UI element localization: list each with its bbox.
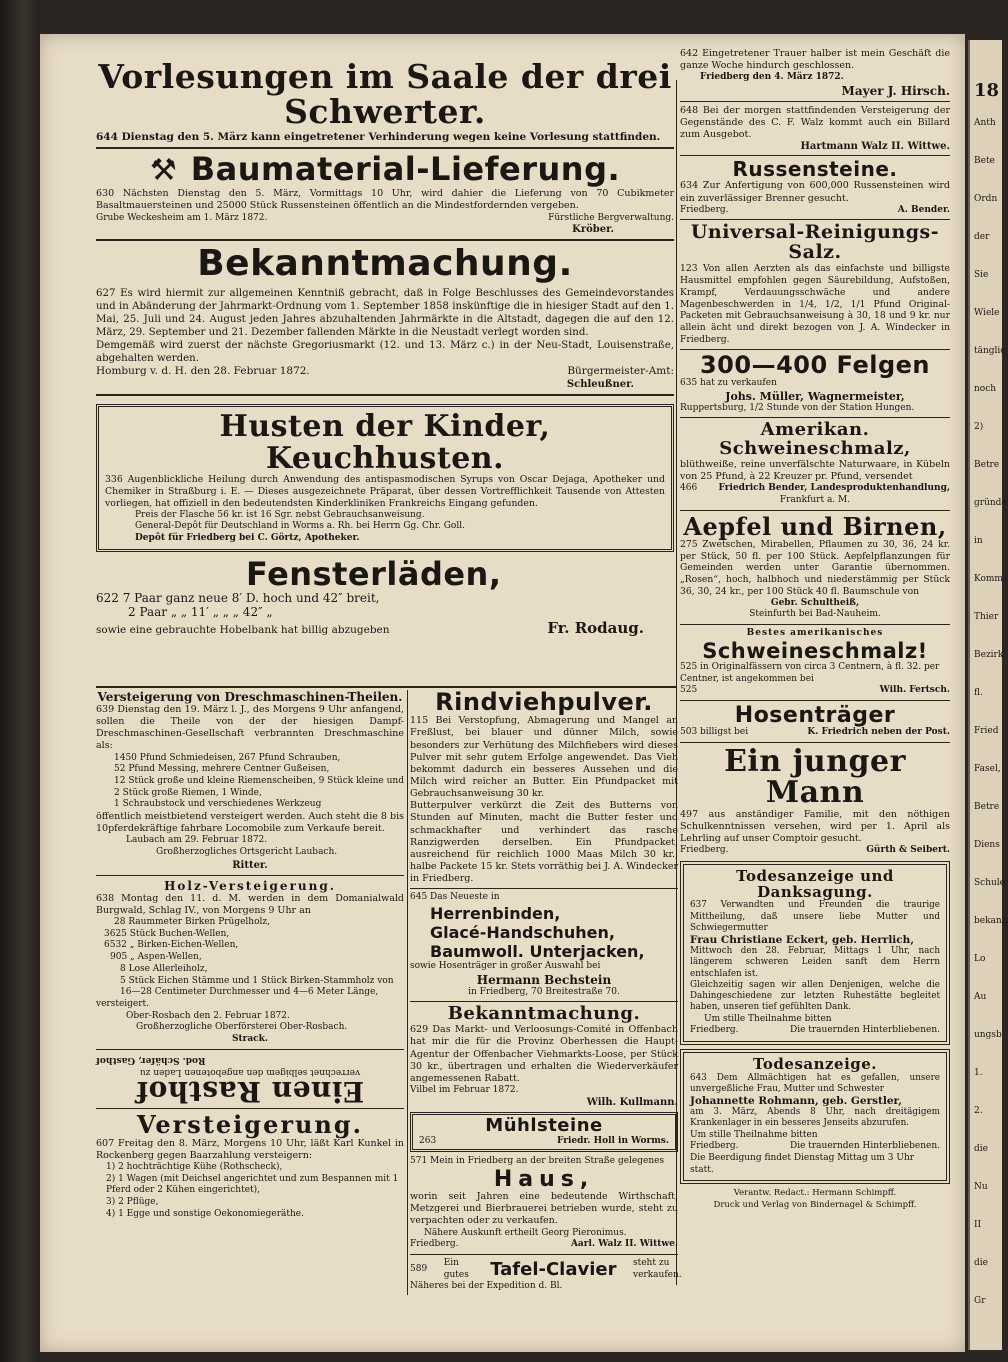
ad-title: Versteigerung. <box>136 1110 364 1140</box>
divider <box>680 417 950 418</box>
adjacent-page-fragment: 2. <box>974 1106 983 1116</box>
ad-number: 589 <box>410 1263 428 1274</box>
ad-text: 648 Bei der morgen stattfindenden Versteigerung der Gegenstände des C. F. Walz kommt auch ein Billard zum Ausgebot. <box>680 105 950 141</box>
ad-text-4: Die Beerdigung findet Dienstag Mittag um 3 Uhr statt. <box>690 1153 915 1175</box>
ad-muehlsteine <box>410 1112 678 1153</box>
ad-item: 1450 Pfund Schmiedeisen, 267 Pfund Schrauben, <box>114 752 341 763</box>
adjacent-page-fragment: Betre <box>974 460 1000 470</box>
ad-fensterlaeden <box>96 554 674 638</box>
ad-vorlesungen <box>96 57 674 144</box>
ad-title: Bekanntmachung. <box>197 243 573 285</box>
footer-printer: Druck und Verlag von Bindernagel & Schimpff. <box>713 1199 917 1210</box>
ad-place: Friedberg. <box>680 845 729 856</box>
ad-signature: Die trauernden Hinterbliebenen. <box>789 1025 940 1036</box>
ad-title: Fensterläden, <box>246 554 502 593</box>
column-rule <box>407 690 408 1295</box>
ad-todesanzeige-danksagung <box>680 861 950 1045</box>
ad-title: Bekanntmachung. <box>447 1003 641 1025</box>
ad-text-3: Gleichzeitig sagen wir allen Denjenigen, welche die Dahingeschiedene zur letzten Ruhestätte begleitet haben, unseren tief gefühlten Dank. <box>690 979 940 1013</box>
ad-line-0: 645 Das Neueste in <box>410 892 500 903</box>
adjacent-page-fragment: Gr <box>974 1296 986 1306</box>
adjacent-page-fragment: Fasel, <box>974 764 1001 774</box>
ad-number: 525 <box>680 685 698 696</box>
divider <box>680 349 950 350</box>
ad-hosentraeger <box>680 704 950 739</box>
ad-trauer <box>680 48 950 98</box>
adjacent-page-fragment: die <box>974 1144 988 1154</box>
ad-baumaterial <box>96 150 674 236</box>
ad-signature: Bürgermeister-Amt: <box>567 365 674 378</box>
ad-reinigungs-salz <box>680 223 950 345</box>
ad-place: Friedberg. <box>680 204 729 215</box>
divider <box>96 1049 404 1050</box>
ad-title: Baumaterial-Lieferung. <box>190 150 621 189</box>
ad-text: blüthweiße, reine unverfälschte Naturwaare, in Kübeln von 25 Pfund, à 22 Kreuzer pr. Pfund, versendet <box>680 459 950 483</box>
adjacent-page-fragment: gründe <box>974 498 1007 508</box>
adjacent-page-fragment: Ordn <box>974 194 998 204</box>
ad-line-1: Preis der Flasche 56 kr. ist 16 Sgr. nebst Gebrauchsanweisung. <box>135 509 425 520</box>
ad-haus <box>410 1156 678 1251</box>
ad-title: Husten der Kinder, Keuchhusten. <box>219 409 551 476</box>
ad-line-5: Hermann Bechstein <box>476 972 612 987</box>
adjacent-page-fragment: ungsb <box>974 1030 1002 1040</box>
adjacent-page-fragment: Anth <box>974 118 996 128</box>
ad-place: Grube Weckesheim am 1. März 1872. <box>96 212 268 223</box>
ad-text-3: Um stille Theilnahme bitten <box>690 1129 818 1140</box>
ad-text: 630 Nächsten Dienstag den 5. März, Vormittags 10 Uhr, wird dahier die Lieferung von 70 Cubikmeter Basaltmauersteinen und 25000 Stück Russensteinen öffentlich an die Mindestfordernden vergeben. <box>96 188 674 212</box>
ad-signature: Friedr. Holl in Worms. <box>556 1135 669 1146</box>
ad-line-1: Rod. Schäfer, Gasthof <box>96 1054 206 1065</box>
ad-item: 28 Raummeter Birken Prügelholz, <box>114 917 271 928</box>
divider <box>96 147 674 149</box>
ad-title: Todesanzeige und Danksagung. <box>736 866 894 901</box>
divider <box>410 1254 678 1255</box>
ad-line-1: Ein gutes <box>443 1258 469 1280</box>
ad-signature: Fr. Rodaug. <box>547 619 644 638</box>
ad-place: Steinfurth bei Bad-Nauheim. <box>749 609 881 620</box>
book-spine <box>0 0 40 1362</box>
ad-text-2: am 3. März, Abends 8 Uhr, nach dreitägigem Krankenlager in ein besseres Jenseits abzurufen. <box>690 1107 940 1129</box>
ad-text: 637 Verwandten und Freunden die traurige Mittheilung, daß unsere liebe Mutter und Schwiegermutter <box>690 900 940 933</box>
ad-line-1: Johs. Müller, Wagnermeister, <box>725 389 905 403</box>
ad-place: Ober-Rosbach den 2. Februar 1872. <box>126 1010 290 1021</box>
ad-place: Laubach am 29. Februar 1872. <box>126 835 268 846</box>
divider <box>96 875 404 876</box>
adjacent-page-edge <box>968 40 1008 1350</box>
ad-signature: Gebr. Schultheiß, <box>770 597 860 608</box>
ad-title: Todesanzeige. <box>752 1054 878 1073</box>
ad-line-6: in Friedberg, 70 Breitestraße 70. <box>468 986 620 997</box>
ad-signature-name: Ritter. <box>232 859 268 871</box>
ad-item: 3) 2 Pflüge, <box>106 1196 159 1207</box>
adjacent-page-fragment: die <box>974 1258 988 1268</box>
ad-text: 642 Eingetretener Trauer halber ist mein Geschäft die ganze Woche hindurch geschlossen. <box>680 48 950 72</box>
adjacent-page-fragment: Schule <box>974 878 1006 888</box>
ad-signature: Hartmann Walz II. Wittwe. <box>800 141 950 153</box>
ad-title: Einen Rasthof <box>135 1074 365 1108</box>
ad-line-0: 571 Mein in Friedberg an der breiten Straße gelegenes <box>410 1156 665 1167</box>
ad-title: Amerikan. Schweineschmalz, <box>719 419 911 460</box>
divider <box>410 1001 678 1002</box>
ad-title: 300—400 Felgen <box>699 350 931 379</box>
ad-text: 644 Dienstag den 5. März kann eingetretener Verhinderung wegen keine Vorlesung stattfinden. <box>96 131 661 144</box>
ad-signature-name: Strack. <box>231 1033 269 1044</box>
ad-item: 1) 2 hochträchtige Kühe (Rothscheck), <box>106 1161 283 1172</box>
ad-rasthof-inverted <box>96 1053 404 1106</box>
ad-title: Rindviehpulver. <box>435 688 653 716</box>
ad-text-2: versteigert. <box>96 998 150 1009</box>
ad-item: 3625 Stück Buchen-Wellen, <box>104 928 230 939</box>
adjacent-page-fragment: fl. <box>974 688 983 698</box>
adjacent-page-fragment: 2) <box>974 422 984 432</box>
ad-signature-name: Kröber. <box>572 224 614 236</box>
ad-line-2: steht zu verkaufen. <box>633 1258 682 1280</box>
ad-item: 6532 „ Birken-Eichen-Wellen, <box>104 940 239 951</box>
ad-bekanntmachung <box>96 245 674 390</box>
divider <box>96 239 674 241</box>
ad-item: 5 Stück Eichen Stämme und 1 Stück Birken-Stammholz von 16—28 Centimeter Durchmesser und 4—6 Meter Länge, <box>120 975 394 998</box>
ad-text: 525 in Originalfässern von circa 3 Centnern, à fl. 32. per Centner, ist angekommen bei <box>680 661 940 684</box>
ad-line-1: 622 7 Paar ganz neue 8′ D. hoch und 42″ breit, <box>96 591 380 606</box>
ad-title: Universal-Reinigungs-Salz. <box>690 221 940 264</box>
ad-title: Ein junger Mann <box>724 743 906 811</box>
ad-text-2: Butterpulver verkürzt die Zeit des Butterns von Stunden auf Minuten, macht die Butter fester und schmackhafter und verhindert das rasche Ranzigwerden derselben. Ein Pfundpacket, ausreichend für reichlich 1000 Maas Milch 30 kr., halbe Packete 15 kr. Stets vorräthig bei J. A. Windecker in Friedberg. <box>410 800 678 885</box>
adjacent-page-fragment: Komm <box>974 574 1003 584</box>
ad-item: 8 Lose Allerleiholz, <box>120 963 208 974</box>
ad-title: Hosenträger <box>734 702 896 728</box>
ad-line-2: 2 Paar „ „ 11′ „ „ „ 42″ „ <box>128 605 273 620</box>
ad-line-0: 635 hat zu verkaufen <box>680 377 777 388</box>
ad-text: 643 Dem Allmächtigen hat es gefallen, unsere unvergeßliche Frau, Mutter und Schwester <box>690 1072 940 1094</box>
ad-place: Friedberg den 4. März 1872. <box>700 72 844 83</box>
divider <box>680 742 950 743</box>
ad-signature: Die trauernden Hinterbliebenen. <box>789 1141 940 1152</box>
ad-russensteine <box>680 159 950 216</box>
ad-signature: Fürstliche Bergverwaltung. <box>548 212 674 223</box>
adjacent-page-fragment: noch <box>974 384 997 394</box>
ad-signature: Gürth & Seibert. <box>866 845 950 856</box>
ad-title: Mühlsteine <box>485 1114 603 1136</box>
adjacent-page-fragment: II <box>974 1220 982 1230</box>
ad-item: 2) 1 Wagen (mit Deichsel angerichtet und zum Bespannen mit 1 Pferd oder 2 Kühen eingerichtet), <box>106 1173 399 1196</box>
ad-title: Tafel-Clavier <box>490 1259 617 1281</box>
ad-name: Johannette Rohmann, geb. Gerstler, <box>690 1095 902 1108</box>
ad-signature: Wilh. Fertsch. <box>879 685 950 696</box>
middle-subcolumn <box>410 688 682 1293</box>
ad-signature: Aarl. Walz II. Wittwe. <box>570 1239 678 1250</box>
ad-schweineschmalz-2 <box>680 628 950 697</box>
adjacent-page-fragment: bekann <box>974 916 1008 926</box>
adjacent-page-fragment: Au <box>974 992 987 1002</box>
ad-number: 466 <box>680 483 698 494</box>
adjacent-page-fragment: Betre <box>974 802 1000 812</box>
footer-editor: Verantw. Redact.: Hermann Schimpff. <box>733 1188 897 1199</box>
ad-billard <box>680 105 950 152</box>
ad-line-3: Baumwoll. Unterjacken, <box>430 942 645 962</box>
ad-text: 497 aus anständiger Familie, mit den nöthigen Schulkenntnissen versehen, wird per 1. April als Lehrling auf unser Comptoir gesucht. <box>680 808 950 845</box>
ad-line-2: verrechnet selbigem den angebotenen Laden zu <box>139 1066 361 1076</box>
ad-line-3: sowie eine gebrauchte Hobelbank hat billig abzugeben <box>96 624 390 637</box>
adjacent-page-fragment: Sie <box>974 270 989 280</box>
ad-text-2: Nähere Auskunft ertheilt Georg Pieronimus. <box>424 1227 627 1238</box>
ad-text: 275 Zwetschen, Mirabellen, Pflaumen zu 30, 36, 24 kr. per Stück, 50 fl. per 100 Stück. Aepfelpflanzungen für Gemeinden werden unter Garantie übernommen. „Rosen“, hoch, halbhoch und niederstämmig per Stück 36, 30, 24 kr., per 100 Stück 40 fl. Baumschule von <box>680 538 950 597</box>
ad-title: Haus, <box>493 1167 595 1193</box>
ad-signature: Großherzogliches Ortsgericht Laubach. <box>156 847 338 858</box>
adjacent-page-fragment: Lo <box>974 954 986 964</box>
left-subcolumn <box>96 690 404 1220</box>
divider <box>96 394 674 396</box>
ad-signature-name: Schleußner. <box>566 379 634 390</box>
ad-text: 115 Bei Verstopfung, Abmagerung und Mangel an Freßlust, bei blauer und dünner Milch, sowie besonders zur Verhütung des Milchfiebers wird dieses Pulver mit sehr gutem Erfolge angewendet. Das Vieh bekommt dadurch ein besseres Aussehen und die Milch wird reicher an Butter. Ein Pfundpacket mit Gebrauchsanweisung 30 kr. <box>410 715 678 800</box>
ad-signature: Friedrich Bender, Landesproduktenhandlung, <box>718 483 950 494</box>
ad-number: 263 <box>419 1135 437 1146</box>
ad-text: 336 Augenblickliche Heilung durch Anwendung des antispasmodischen Syrups von Oscar Dejaga, Apotheker und Chemiker in Straßburg i. E. — Dieses ausgezeichnete Präparat, über dessen Vortrefflichkeit Tausende von Attesten vorliegen, hat offiziell in den bedeutendsten Kinderkliniken Frankreichs Eingang gefunden. <box>105 474 665 509</box>
ad-junger-mann <box>680 743 950 857</box>
crossed-hammers-icon: ⚒ <box>149 153 177 189</box>
adjacent-page-fragment: in <box>974 536 983 546</box>
ad-place: Friedberg. <box>690 1025 739 1036</box>
adjacent-page-fragment: Nu <box>974 1182 988 1192</box>
ad-line-2: General-Depôt für Deutschland in Worms a. Rh. bei Herrn Gg. Chr. Goll. <box>135 521 465 532</box>
ad-item: 1 Schraubstock und verschiedenes Werkzeug <box>114 799 322 810</box>
ad-signature: Großherzogliche Oberförsterei Ober-Rosbach. <box>136 1022 348 1033</box>
adjacent-page-fragment: Bezirk <box>974 650 1004 660</box>
ad-line-3: Näheres bei der Expedition d. Bl. <box>410 1281 563 1292</box>
adjacent-page-fragment: tänglic <box>974 346 1006 356</box>
adjacent-page-fragment: Wiele <box>974 308 1000 318</box>
ad-line-1: Herrenbinden, <box>430 904 561 924</box>
ad-title: Vorlesungen im Saale der drei Schwerter. <box>98 57 672 131</box>
ad-text-2: Mittwoch den 28. Februar, Mittags 1 Uhr, nach längerem schweren Leiden sanft dem Herrn entschlafen ist. <box>690 946 940 979</box>
adjacent-page-fragment: Diens <box>974 840 1000 850</box>
ad-item: 12 Stück große und kleine Riemenscheiben, 9 Stück kleine und 2 Stück große Riemen, 1 Winde, <box>114 776 404 798</box>
ad-text: 503 billigst bei <box>680 727 749 738</box>
ad-line-3: Depôt für Friedberg bei C. Görtz, Apotheker. <box>135 533 360 544</box>
ad-schweineschmalz <box>680 421 950 506</box>
ad-place: Homburg v. d. H. den 28. Februar 1872. <box>96 365 310 378</box>
ad-title: Schweineschmalz! <box>702 638 928 663</box>
ad-text: 634 Zur Anfertigung von 600,000 Russensteinen wird ein zuverlässiger Brenner gesucht. <box>680 180 950 204</box>
ad-text: 627 Es wird hiermit zur allgemeinen Kenntniß gebracht, daß in Folge Beschlusses des Gemeindevorstandes und in Abänderung der Jahrmarkt-Ordnung vom 1. September 1858 inskünftige die in hiesiger Stadt auf den 1. Mai, 25. Juli und 24. August jeden Jahres abzuhaltenden Jahrmärkte in die Altstadt, dagegen die auf den 12. März, 29. September und 21. Dezember fallenden Märkte in die Neustadt verlegt worden sind. <box>96 288 674 339</box>
ad-text-2: öffentlich meistbietend versteigert werden. Auch steht die 8 bis 10pferdekräftige fahrbare Locomobile zum Verkaufe bereit. <box>96 811 404 835</box>
ad-holz <box>96 879 404 1046</box>
ad-dreschmaschinen <box>96 690 404 872</box>
ad-todesanzeige <box>680 1049 950 1185</box>
divider <box>680 155 950 156</box>
ad-place: Friedberg. <box>690 1141 739 1152</box>
ad-text: worin seit Jahren eine bedeutende Wirthschaft, Metzgerei und Bierbrauerei betrieben wurde, steht zu verpachten oder zu verkaufen. <box>410 1191 678 1227</box>
ad-line-2: Glacé-Handschuhen, <box>430 923 615 943</box>
ad-title: Versteigerung von Dreschmaschinen-Theilen. <box>97 690 403 704</box>
ad-line-4: sowie Hosenträger in großer Auswahl bei <box>410 961 601 972</box>
ad-signature: Mayer J. Hirsch. <box>841 84 950 98</box>
ad-place: Vilbel im Februar 1872. <box>410 1085 519 1096</box>
adjacent-page-fragment: der <box>974 232 990 242</box>
ad-text: 629 Das Markt- und Verloosungs-Comité in Offenbach hat mir die für die Provinz Oberhessen die Haupt-Agentur der Offenbacher Viehmarkts-Loose, per Stück 30 kr., übertragen und erhalten die Wiederverkäufer angemessenen Rabatt. <box>410 1024 678 1084</box>
adjacent-page-fragment: Fried <box>974 726 999 736</box>
ad-item: 905 „ Aspen-Wellen, <box>110 952 202 963</box>
ad-place: Frankfurt a. M. <box>779 495 851 506</box>
ad-bekanntmachung-2 <box>410 1005 678 1107</box>
ad-title: Aepfel und Birnen, <box>683 511 947 541</box>
ad-text-4: Um stille Theilnahme bitten <box>704 1013 832 1024</box>
adjacent-page-fragment: 18 <box>974 80 1000 101</box>
ad-title: Russensteine. <box>732 157 898 182</box>
left-column <box>96 48 674 637</box>
divider <box>680 624 950 625</box>
ad-banner: Bestes amerikanisches <box>746 628 884 639</box>
divider <box>410 888 678 889</box>
ad-text: 638 Montag den 11. d. M. werden in dem Domanialwald Burgwald, Schlag IV., von Morgens 9 Uhr an <box>96 892 404 916</box>
ad-text: 639 Dienstag den 19. März l. J., des Morgens 9 Uhr anfangend, sollen die Theile von der der hiesigen Dampf-Dreschmaschinen-Gesellschaft verbrannten Dreschmaschine als: <box>96 704 404 752</box>
ad-text: 607 Freitag den 8. März, Morgens 10 Uhr, läßt Karl Kunkel in Rockenberg gegen Baarzahlung versteigern: <box>96 1137 404 1161</box>
ad-husten <box>96 404 674 552</box>
divider <box>680 101 950 102</box>
ad-text: 123 Von allen Aerzten als das einfachste und billigste Hausmittel empfohlen gegen Säurebildung, Aufstoßen, Krampf, Verdauungsschwäche und andere Magenbeschwerden in 1/4, 1/2, 1/1 Pfund Original-Packeten mit Gebrauchsanweisung à 30, 18 und 9 kr. nur allein ächt und direkt bezogen von J. A. Windecker in Friedberg. <box>680 263 950 345</box>
ad-aepfel <box>680 511 950 621</box>
divider <box>680 510 950 511</box>
divider <box>96 1108 404 1109</box>
ad-place: Friedberg. <box>410 1239 459 1250</box>
right-column <box>680 48 950 1211</box>
adjacent-page-fragment: Thier <box>974 612 999 622</box>
adjacent-page-fragment: 1. <box>974 1068 983 1078</box>
ad-name: Frau Christiane Eckert, geb. Herrlich, <box>690 934 914 947</box>
ad-signature: A. Bender. <box>897 204 950 215</box>
ad-item: 52 Pfund Messing, mehrere Centner Gußeisen, <box>114 764 330 775</box>
ad-item: 4) 1 Egge und sonstige Oekonomiegeräthe. <box>106 1208 304 1219</box>
ad-herrenbinden <box>410 892 678 998</box>
ad-felgen <box>680 350 950 415</box>
divider <box>680 219 950 220</box>
ad-signature: K. Friedrich neben der Post. <box>807 727 950 738</box>
ad-tafel-clavier <box>410 1258 682 1293</box>
divider <box>680 700 950 701</box>
ad-line-2: Ruppertsburg, 1/2 Stunde von der Station Hungen. <box>680 402 915 413</box>
ad-text-2: Demgemäß wird zuerst der nächste Gregoriusmarkt (12. und 13. März c.) in der Neu-Stadt, Louisenstraße, abgehalten werden. <box>96 340 674 365</box>
ad-rindviehpulver <box>410 690 678 885</box>
adjacent-page-fragment: Bete <box>974 156 995 166</box>
ad-versteigerung <box>96 1112 404 1220</box>
ad-title: Holz-Versteigerung. <box>164 878 336 893</box>
ad-signature: Wilh. Kullmann. <box>586 1096 678 1108</box>
